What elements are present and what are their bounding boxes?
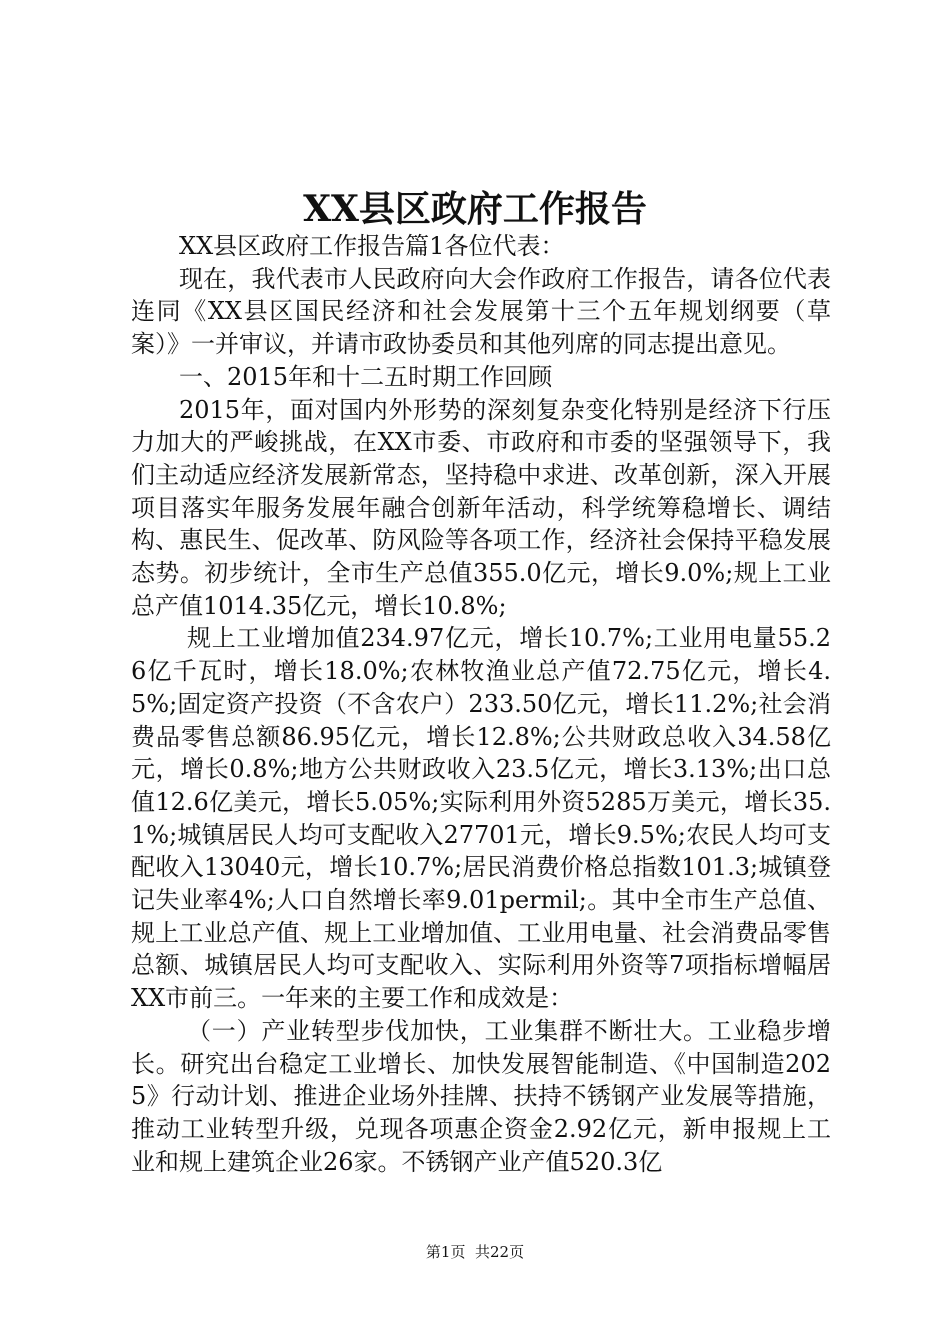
paragraph-2015-review: 2015年，面对国内外形势的深刻复杂变化特别是经济下行压力加大的严峻挑战，在XX市委、市政府和市委的坚强领导下，我们主动适应经济发展新常态，坚持稳中求进、改革创新，深入开展项目落实年服务发展年融合创新年活动，科学统筹稳增长、调结构、惠民生、促改革、防风险等各项工作，经济社会保持平稳发展态势。初步统计，全市生产总值355.0亿元，增长9.0%;规上工业总产值1014.35亿元，增长10.8%; [131, 395, 831, 620]
paragraph-statistics: 规上工业增加值234.97亿元，增长10.7%;工业用电量55.26亿千瓦时，增长18.0%;农林牧渔业总产值72.75亿元，增长4.5%;固定资产投资（不含农户）233.50亿元，增长11.2%;社会消费品零售总额86.95亿元，增长12.8%;公共财政总收入34.58亿元，增长0.8%;地方公共财政收入23.5亿元，增长3.13%;出口总值12.6亿美元，增长5.05%;实际利用外资5285万美元，增长35.1%;城镇居民人均可支配收入27701元，增长9.5%;农民人均可支配收入13040元，增长10.7%;居民消费价格总指数101.3;城镇登记失业率4%;人口自然增长率9.01permil;。其中全市生产总值、规上工业总产值、规上工业增加值、工业用电量、社会消费品零售总额、城镇居民人均可支配收入、实际利用外资等7项指标增幅居XX市前三。一年来的主要工作和成效是： [131, 624, 831, 1013]
page-number: 第1页 [425, 1243, 466, 1261]
document-title: XX县区政府工作报告 [303, 188, 647, 230]
page-footer [0, 1241, 950, 1263]
section-heading: 一、2015年和十二五时期工作回顾 [179, 362, 553, 391]
document-body [131, 230, 831, 1178]
page-total: 共22页 [475, 1243, 525, 1261]
paragraph-intro: XX县区政府工作报告篇1各位代表： [179, 232, 565, 260]
paragraph-industry: （一）产业转型步伐加快，工业集群不断壮大。工业稳步增长。研究出台稳定工业增长、加快发展智能制造、《中国制造2025》行动计划、推进企业场外挂牌、扶持不锈钢产业发展等措施，推动工业转型升级，兑现各项惠企资金2.92亿元，新申报规上工业和规上建筑企业26家。不锈钢产业产值520.3亿 [131, 1016, 831, 1176]
paragraph-opening: 现在，我代表市人民政府向大会作政府工作报告，请各位代表连同《XX县区国民经济和社会发展第十三个五年规划纲要（草案）》一并审议，并请市政协委员和其他列席的同志提出意见。 [131, 264, 831, 359]
